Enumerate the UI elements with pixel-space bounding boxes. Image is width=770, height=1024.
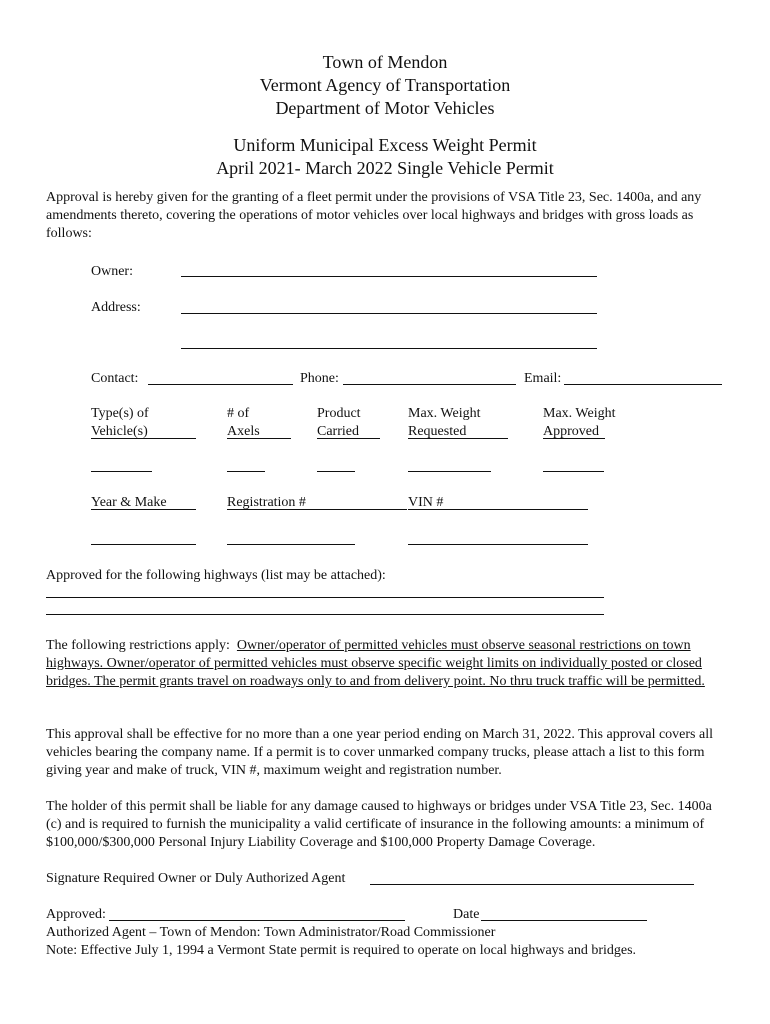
approved-field[interactable]	[109, 920, 405, 921]
weight-requested-header-1: Max. Weight	[408, 406, 481, 421]
vin-underline	[408, 509, 588, 510]
permit-period: April 2021- March 2022 Single Vehicle Permit	[216, 158, 554, 178]
approved-label: Approved:	[46, 907, 106, 922]
address-field-line1[interactable]	[181, 313, 597, 314]
vehicle-type-header-underline	[91, 438, 196, 439]
vehicle-type-field[interactable]	[91, 471, 152, 472]
weight-approved-header-underline	[543, 438, 605, 439]
axles-header-1: # of	[227, 406, 250, 421]
vehicle-type-header-1: Type(s) of	[91, 406, 149, 421]
axles-field[interactable]	[227, 471, 265, 472]
vin-field[interactable]	[408, 544, 588, 545]
owner-label: Owner:	[91, 264, 133, 279]
header-department: Department of Motor Vehicles	[275, 98, 495, 118]
product-header-1: Product	[317, 406, 361, 421]
registration-underline	[227, 509, 407, 510]
product-header-2: Carried	[317, 424, 359, 439]
date-field[interactable]	[481, 920, 647, 921]
weight-requested-header-underline	[408, 438, 508, 439]
weight-approved-field[interactable]	[543, 471, 604, 472]
year-make-label: Year & Make	[91, 495, 167, 510]
date-label: Date	[453, 907, 480, 922]
weight-requested-field[interactable]	[408, 471, 491, 472]
product-header-underline	[317, 438, 380, 439]
registration-field[interactable]	[227, 544, 355, 545]
authorized-agent-text: Authorized Agent – Town of Mendon: Town Administrator/Road Commissioner	[46, 925, 496, 940]
product-field[interactable]	[317, 471, 355, 472]
address-label: Address:	[91, 300, 141, 315]
phone-label: Phone:	[300, 371, 339, 386]
contact-label: Contact:	[91, 371, 139, 386]
weight-approved-header-1: Max. Weight	[543, 406, 616, 421]
address-field-line2[interactable]	[181, 348, 597, 349]
contact-field[interactable]	[148, 384, 293, 385]
weight-requested-header-2: Requested	[408, 424, 467, 439]
axles-header-2: Axels	[227, 424, 260, 439]
highways-field-line2[interactable]	[46, 614, 604, 615]
permit-title: Uniform Municipal Excess Weight Permit	[233, 135, 537, 155]
registration-label: Registration #	[227, 495, 306, 510]
vehicle-type-header-2: Vehicle(s)	[91, 424, 148, 439]
restrictions-lead: The following restrictions apply:	[46, 638, 230, 653]
signature-label: Signature Required Owner or Duly Authorized Agent	[46, 871, 346, 886]
vin-label: VIN #	[408, 495, 444, 510]
header-agency: Vermont Agency of Transportation	[259, 75, 511, 95]
weight-approved-header-2: Approved	[543, 424, 599, 439]
year-make-field[interactable]	[91, 544, 196, 545]
owner-field[interactable]	[181, 276, 597, 277]
year-make-underline	[91, 509, 196, 510]
header-town: Town of Mendon	[322, 52, 448, 72]
phone-field[interactable]	[343, 384, 516, 385]
highways-label: Approved for the following highways (list may be attached):	[46, 568, 386, 583]
effective-paragraph: This approval shall be effective for no more than a one year period ending on March 31, 2022. This approval covers all vehicles bearing the company name. If a permit is to cover unmarked company trucks, please attach a list to this form giving year and make of truck, VIN #, maximum weight and registration number.	[46, 727, 713, 778]
highways-field-line1[interactable]	[46, 597, 604, 598]
restrictions-text: Owner/operator of permitted vehicles must observe seasonal restrictions on town highways. Owner/operator of permitted vehicles must observe specific weight limits on individually posted or closed bridges. The permit grants travel on roadways only to and from delivery point. No thru truck traffic will be permitted.	[46, 638, 705, 689]
axles-header-underline	[227, 438, 291, 439]
intro-paragraph: Approval is hereby given for the granting of a fleet permit under the provisions of VSA Title 23, Sec. 1400a, and any amendments thereto, covering the operations of motor vehicles over local highways and bridges with gross loads as follows:	[46, 190, 702, 241]
signature-field[interactable]	[370, 884, 694, 885]
email-label: Email:	[524, 371, 562, 386]
restrictions-paragraph	[46, 637, 726, 691]
state-permit-note: Note: Effective July 1, 1994 a Vermont State permit is required to operate on local highways and bridges.	[46, 943, 637, 958]
liability-paragraph: The holder of this permit shall be liable for any damage caused to highways or bridges under VSA Title 23, Sec. 1400a (c) and is required to furnish the municipality a valid certificate of insurance in the following amounts: a minimum of $100,000/$300,000 Personal Injury Liability Coverage and $100,000 Property Damage Coverage.	[46, 799, 712, 850]
email-field[interactable]	[564, 384, 722, 385]
